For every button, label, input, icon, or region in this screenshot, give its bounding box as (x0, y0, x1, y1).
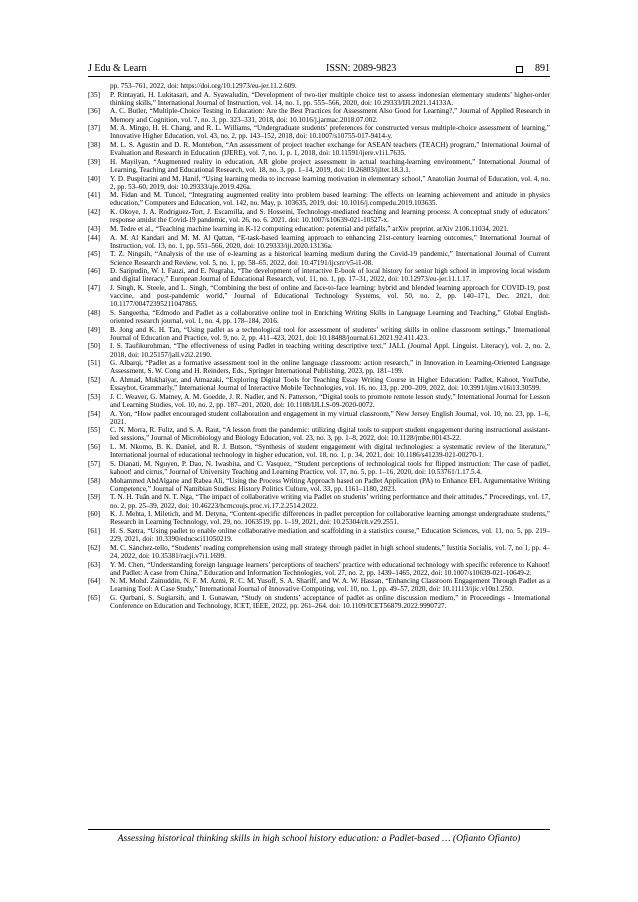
reference-text: A. Ahmad, Mukhaiyar, and Atmazaki, “Exploring Digital Tools for Teaching Essay Writing Course in Higher Education: Padlet, Kahoot, YouTube, Essaybot, Grammarly,” International Journal of Interactive Mobile Technologies, vol. 16, no. 13, pp. 200–209, 2022, doi: 10.3991/ijim.v16i13.30599. (110, 375, 550, 393)
reference-text: H. Mayilyan, “Augmented reality in education, AR globe project assessment in actual teaching-learning environment,” International Journal of Learning, Teaching and Educational Research, vol. 18, no. 3, pp. 1–14, 2019, doi: 10.26803/ijlter.18.3.1. (110, 157, 550, 174)
reference-text: M. L. S. Agustin and D. R. Montebon, “An assessment of project teacher exchange for ASEAN teachers (TEACH) program,” International Journal of Evaluation and Research in Education (IJERE), vol. 7, no. 1, p. 1, 2018, doi: 10.11591/ijere.v1i1.7635. (110, 141, 550, 158)
reference-number: [56] (88, 443, 100, 452)
reference-text: J. C. Weaver, G. Matney, A. M. Goedde, J. R. Nadler, and N. Patterson, “Digital tools to promote remote lesson study,” International Journal for Lesson and Learning Studies, vol. 10, no. 2, pp. 187–201, 2020, doi: 10.1108/IJLLS-09-2020-0072. (110, 392, 550, 409)
reference-text: M. A. Mingo, H. H. Chang, and R. L. Williams, “Undergraduate students’ preferences for constructed versus multiple-choice assessment of learning,” Innovative Higher Education, vol. 43, no. 2, pp. 143–152, 2018, doi: 10.1007/s10755-017-9414-y. (110, 124, 550, 141)
reference-text: Mohammed AbdAlgane and Rabea Ali, “Using the Process Writing Approach based on Padlet Application (PA) to Enhance EFL Argumentative Writing Competence,” Journal of Namibian Studies: History Politics Culture, vol. 33, pp. 1161–1180, 2023. (110, 476, 550, 493)
reference-text: P. Rintayati, H. Lukitasari, and A. Syawaludin, “Development of two-tier multiple choice test to assess indonesian elementary students’ higher-order thinking skills,” International Journal of Instruction, vol. 14, no. 1, pp. 555–566, 2020, doi: 10.29333/IJI.2021.14133A. (110, 90, 550, 107)
reference-number: [48] (88, 308, 100, 317)
reference-text: M. C. Sánchez-tello, “Students’ reading comprehension using mall strategy through padlet in high school students,” Iustitia Socialis, vol. 7, no 1, pp. 4–24, 2022, doi: 10.35381/racji.v7i1.1699. (110, 543, 550, 560)
reference-entry (88, 208, 550, 224)
reference-text: L. M. Nkomo, B. K. Daniel, and R. J. Butson, “Synthesis of student engagement with digital technologies: a systematic review of the literature,” International journal of educational technology in higher education, vol. 18, no. 1, p. 34, 2021, doi: 10.1186/s41239-021-00270-1. (110, 443, 550, 460)
reference-entry (88, 309, 550, 325)
reference-number: [55] (88, 426, 100, 435)
running-header (88, 62, 550, 77)
reference-number: [35] (88, 90, 100, 99)
reference-number: [53] (88, 392, 100, 401)
reference-number: [50] (88, 342, 100, 351)
reference-entry (88, 107, 550, 123)
reference-entry (88, 225, 550, 233)
reference-text: S. Dianati, M. Nguyen, P. Dao, N. Iwashita, and C. Vasquez, “Student perceptions of technological tools for flipped instruction: The case of padlet, kahoot! and cirrus,” Journal of University Teaching and Learning Practice, vol. 17, no. 5, pp. 1–16, 2020, doi: 10.53761/1.17.5.4. (110, 459, 550, 476)
reference-number: [54] (88, 409, 100, 418)
reference-entry (88, 326, 550, 342)
reference-text: I. S. Taufikurohman, “The effectiveness of using Padlet in teaching writing descriptive text,” JALL (Journal Appl. Linguist. Literacy), vol. 2, no. 2, 2018, doi: 10.25157/jall.v2i2.2190. (110, 342, 550, 359)
reference-number: [44] (88, 233, 100, 242)
reference-text: N. M. Mohd. Zainuddin, N. F. M. Azmi, R. C. M. Yusoff, S. A. Shariff, and W. A. W. Hassan, “Enhancing Classroom Engagement Through Padlet as a Learning Tool: A Case Study,” International Journal of Innovative Computing, vol. 10, no. 1, pp. 49–57, 2020, doi: 10.11113/ijic.v10n1.250. (110, 577, 550, 594)
reference-number: [43] (88, 224, 100, 233)
square-box-icon (516, 66, 523, 73)
running-footer: Assessing historical thinking skills in high school history education: a Padlet-based … (Ofianto Ofianto) (88, 829, 550, 845)
reference-text: A. M. Al Kandari and M. M. Al Qattan, “E-task-based learning approach to enhancing 21st-century learning outcomes,” International Journal of Instruction, vol. 13, no. 1, pp. 551–566, 2020, doi: 10.29333/iji.2020.13136a. (110, 233, 550, 250)
header-right (516, 62, 550, 76)
reference-text: H. S. Sætra, “Using padlet to enable online collaborative mediation and scaffolding in a statistics course,” Education Sciences, vol. 11, no. 5, pp. 219–229, 2021, doi: 10.3390/educsci11050219. (110, 527, 550, 544)
reference-entry (88, 443, 550, 459)
reference-number: [42] (88, 208, 100, 217)
reference-text: Y. D. Puspitarini and M. Hanif, “Using learning media to increase learning motivation in elementary school,” Anatolian Journal of Education, vol. 4, no. 2, pp. 53–60, 2019, doi: 10.29333/aje.2019.426a. (110, 174, 550, 191)
reference-text: D. Saripudin, W. I. Fauzi, and E. Nugraha, “The development of interactive E-book of local history for senior high school in improving local wisdom and digital literacy,” European Journal of Educational Research, vol. 11, no. 1, pp. 17–31, 2022, doi: 10.12973/eu-jer.11.1.17. (110, 267, 550, 284)
reference-text: G. Albarqi, “Padlet as a formative assessment tool in the online language classroom: action research,” in Innovation in Learning-Oriented Language Assessment, S. W. Cong and H. Reinders, Eds., Springer International Publishing, 2023, pp. 181–199. (110, 359, 550, 376)
reference-entry (88, 477, 550, 493)
reference-number: [60] (88, 510, 100, 519)
reference-text: T. Z. Ningsih, “Analysis of the use of e-learning as a historical learning medium during the Covid-19 pandemic,” International Journal of Current Science Research and Review, vol. 5, no. 1, pp. 58–65, 2022, doi: 10.47191/ijcsrr/v5-i1-08. (110, 250, 550, 267)
reference-number: [49] (88, 325, 100, 334)
reference-entry (88, 510, 550, 526)
reference-entry (88, 577, 550, 593)
reference-number: [36] (88, 107, 100, 116)
reference-entry (88, 376, 550, 392)
reference-text: B. Jong and K. H. Tan, “Using padlet as a technological tool for assessment of students’ writing skills in online classroom settings,” International Journal of Education and Practice, vol. 9, no. 2, pp. 411–423, 2021, doi: 10.18488/journal.61.2021.92.411.423. (110, 325, 550, 342)
reference-number: [51] (88, 359, 100, 368)
reference-entry (88, 460, 550, 476)
reference-number: [52] (88, 375, 100, 384)
reference-entry (88, 527, 550, 543)
reference-entry (88, 393, 550, 409)
reference-entry (88, 493, 550, 509)
reference-entry (88, 342, 550, 358)
reference-number: [45] (88, 250, 100, 259)
reference-text: J. Singh, K. Steele, and L. Singh, “Combining the best of online and face-to-face learning: hybrid and blended learning approach for COVID-19, post vaccine, and post-pandemic world,” Journal of Educational Technology Systems, vol. 50, no. 2, pp. 140–171, Dec. 2021, doi: 10.1177/00472395211047865. (110, 283, 550, 309)
reference-entry (88, 426, 550, 442)
reference-entry (88, 594, 550, 610)
reference-number: [39] (88, 157, 100, 166)
reference-number: [63] (88, 560, 100, 569)
reference-entry (88, 141, 550, 157)
reference-text: S. Sangeetha, “Edmodo and Padlet as a collaborative online tool in Enriching Writing Skills in Language Learning and Teaching,” Global English-oriented research journal, vol. 1, no. 4, pp. 178–184, 2016. (110, 308, 550, 325)
reference-continuation: pp. 753–761, 2022, doi: https://doi.org/10.12973/eu-jer.11.2.609. (110, 82, 297, 90)
reference-text: T. N. H. Tuấn and N. T. Nga, “The impact of collaborative writing via Padlet on students’ writing performance and their attitudes,” Proceedings, vol. 17, no. 2, pp. 25–39, 2022, doi: 10.46223/hcmcoujs.proc.vi.17.2.2514.2022. (110, 493, 550, 510)
reference-text: C. N. Morra, R. Fultz, and S. A. Raut, “A lesson from the pandemic: utilizing digital tools to support student engagement during instructional assistant-led sessions,” Journal of Microbiology and Biology Education, vol. 23, no. 3, pp. 1–8, 2022, doi: 10.1128/jmbe.00143-22. (110, 426, 550, 443)
reference-entry (88, 544, 550, 560)
reference-entry (88, 158, 550, 174)
reference-text: Y. M. Chen, “Understanding foreign language learners’ perceptions of teachers’ practice with educational technology with specific reference to Kahoot! and Padlet: A case from China,” Education and Information Technologies, vol. 27, no. 2, pp. 1439–1465, 2022, doi: 10.1007/s10639-021-10649-2. (110, 560, 550, 577)
reference-text: A. C. Butler, “Multiple-Choice Testing in Education: Are the Best Practices for Assessment Also Good for Learning?,” Journal of Applied Research in Memory and Cognition, vol. 7, no. 3, pp. 323–331, 2018, doi: 10.1016/j.jarmac.2018.07.002. (110, 107, 550, 124)
reference-text: M. Tedre et al., “Teaching machine learning in K-12 computing education: potential and pitfalls,” arXiv preprint. arXiv 2106.11034, 2021. (110, 224, 509, 233)
reference-text: K. J. Mehta, I. Miletich, and M. Detyna, “Content-specific differences in padlet perception for collaborative learning amongst undergraduate students,” Research in Learning Technology, vol. 29, no. 1063519, pp. 1–19, 2021, doi: 10.25304/rlt.v29.2551. (110, 510, 550, 527)
reference-entry (88, 410, 550, 426)
reference-text: K. Okoye, J. A. Rodriguez-Tort, J. Escamilla, and S. Hosseini, Technology-mediated teaching and learning process: A conceptual study of educators’ response amidst the Covid-19 pandemic, vol. 26, no. 6. 2021. doi: 10.1007/s10639-021-10527-x. (110, 208, 550, 225)
reference-number: [61] (88, 527, 100, 535)
issn: ISSN: 2089-9823 (326, 63, 397, 74)
reference-text: M. Fidan and M. Tuncel, “Integrating augmented reality into problem based learning: The effects on learning achievement and attitude in physics education,” Computers and Education, vol. 142, no. May, p. 103635, 2019, doi: 10.1016/j.compedu.2019.103635. (110, 191, 550, 208)
reference-number: [46] (88, 267, 100, 276)
reference-entry (88, 284, 550, 308)
reference-entry (88, 234, 550, 250)
reference-number: [59] (88, 493, 100, 502)
reference-entry (88, 359, 550, 375)
reference-entry (88, 267, 550, 283)
reference-entry (88, 91, 550, 107)
reference-entry (88, 561, 550, 577)
reference-number: [38] (88, 141, 100, 150)
reference-entry (88, 124, 550, 140)
page-number: 891 (535, 63, 550, 74)
reference-number: [47] (88, 283, 100, 292)
journal-abbreviation: J Edu & Learn (88, 63, 147, 74)
reference-number: [62] (88, 543, 100, 552)
reference-number: [58] (88, 476, 100, 485)
reference-number: [64] (88, 577, 100, 586)
reference-text: G. Qurbani, S. Sugiarsih, and I. Gunawan, “Study on students’ acceptance of padlet as online discussion medium,” in Proceedings - International Conference on Education and Technology, ICET, IEEE, 2022, pp. 261–264. doi: 10.1109/ICET56879.2022.9990727. (110, 594, 550, 611)
reference-number: [65] (88, 594, 100, 603)
reference-list (88, 82, 550, 827)
reference-number: [40] (88, 174, 100, 183)
reference-entry (88, 191, 550, 207)
reference-entry (88, 250, 550, 266)
reference-number: [57] (88, 459, 100, 468)
reference-number: [41] (88, 191, 100, 200)
reference-text: A. Yon, “How padlet encouraged student collaboration and engagement in my virtual classroom,” New Jersey English Journal, vol. 10, no. 23, pp. 1–6, 2021. (110, 409, 550, 426)
reference-number: [37] (88, 124, 100, 133)
reference-entry (88, 175, 550, 191)
